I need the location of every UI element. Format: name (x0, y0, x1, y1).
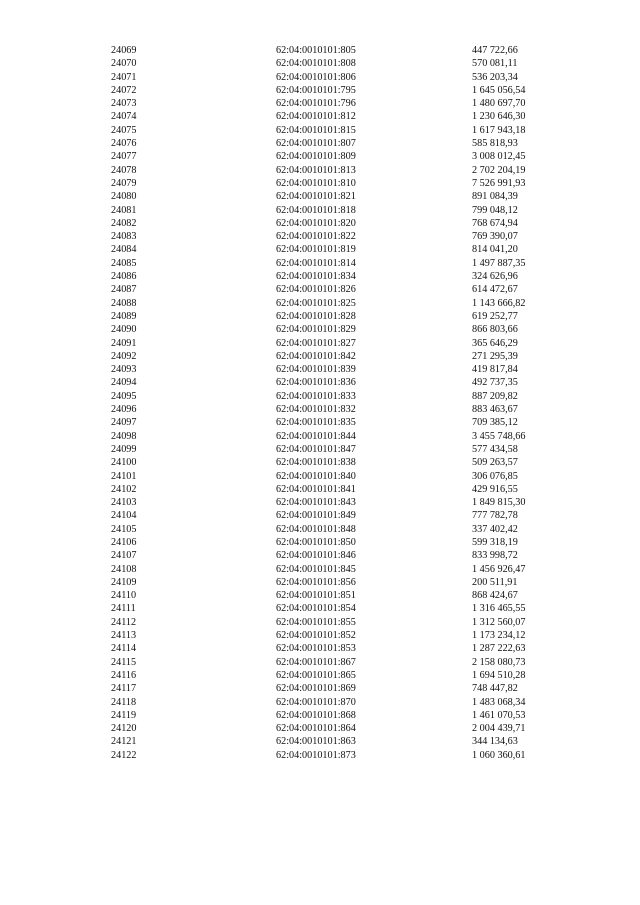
row-number: 24081 (111, 204, 137, 216)
table-row (0, 735, 640, 748)
cadastral-number: 62:04:0010101:820 (276, 217, 356, 229)
cadastral-value: 447 722,66 (472, 45, 518, 56)
cadastral-number: 62:04:0010101:821 (276, 191, 356, 203)
row-number: 24121 (111, 736, 137, 748)
cadastral-number: 62:04:0010101:806 (276, 71, 356, 83)
cadastral-value: 868 424,67 (472, 590, 518, 602)
row-number: 24093 (111, 364, 137, 376)
row-number: 24103 (111, 497, 137, 509)
table-row (0, 257, 640, 270)
cadastral-value: 429 916,55 (472, 483, 518, 495)
table-row (0, 323, 640, 336)
cadastral-number: 62:04:0010101:835 (276, 417, 356, 429)
cadastral-number: 62:04:0010101:809 (276, 151, 356, 163)
cadastral-value: 492 737,35 (472, 377, 518, 389)
cadastral-number: 62:04:0010101:813 (276, 164, 356, 176)
cadastral-number: 62:04:0010101:838 (276, 457, 356, 469)
row-number: 24105 (111, 523, 137, 535)
cadastral-number: 62:04:0010101:855 (276, 616, 356, 628)
cadastral-number: 62:04:0010101:812 (276, 111, 356, 123)
cadastral-value: 1 287 222,63 (472, 643, 526, 655)
row-number: 24113 (111, 630, 137, 642)
table-row (0, 376, 640, 389)
cadastral-number: 62:04:0010101:851 (276, 590, 356, 602)
row-number: 24104 (111, 510, 137, 522)
cadastral-number: 62:04:0010101:822 (276, 231, 356, 243)
cadastral-value: 1 694 510,28 (472, 669, 526, 681)
cadastral-value: 1 480 697,70 (472, 98, 526, 110)
cadastral-value: 1 316 465,55 (472, 603, 526, 615)
row-number: 24094 (111, 377, 137, 389)
row-number: 24117 (111, 683, 137, 695)
cadastral-number: 62:04:0010101:856 (276, 576, 356, 588)
table-row (0, 682, 640, 695)
cadastral-value: 769 390,07 (472, 231, 518, 243)
table-row (0, 350, 640, 363)
cadastral-value: 200 511,91 (472, 576, 518, 588)
table-row (0, 416, 640, 429)
row-number: 24073 (111, 98, 137, 110)
cadastral-value: 799 048,12 (472, 204, 518, 216)
cadastral-number: 62:04:0010101:867 (276, 656, 356, 668)
cadastral-number: 62:04:0010101:807 (276, 138, 356, 150)
cadastral-number: 62:04:0010101:808 (276, 58, 356, 70)
table-row (0, 563, 640, 576)
table-row (0, 44, 640, 57)
cadastral-value: 1 060 360,61 (472, 749, 526, 761)
table-row (0, 602, 640, 615)
cadastral-value: 1 312 560,07 (472, 616, 526, 628)
table-row (0, 243, 640, 256)
row-number: 24090 (111, 324, 137, 336)
table-row (0, 84, 640, 97)
cadastral-value: 536 203,34 (472, 71, 518, 83)
table-row (0, 509, 640, 522)
table-row (0, 669, 640, 682)
cadastral-value: 1 617 943,18 (472, 124, 526, 136)
cadastral-number: 62:04:0010101:836 (276, 377, 356, 389)
row-number: 24111 (111, 603, 136, 615)
table-row (0, 110, 640, 123)
cadastral-number: 62:04:0010101:829 (276, 324, 356, 336)
cadastral-number: 62:04:0010101:846 (276, 550, 356, 562)
row-number: 24091 (111, 337, 137, 349)
cadastral-number: 62:04:0010101:825 (276, 297, 356, 309)
cadastral-number: 62:04:0010101:826 (276, 284, 356, 296)
row-number: 24074 (111, 111, 137, 123)
cadastral-value: 324 626,96 (472, 271, 518, 283)
table-row (0, 310, 640, 323)
cadastral-value: 619 252,77 (472, 310, 518, 322)
row-number: 24122 (111, 749, 137, 761)
row-number: 24089 (111, 310, 137, 322)
cadastral-number: 62:04:0010101:865 (276, 669, 356, 681)
row-number: 24095 (111, 390, 137, 402)
cadastral-number: 62:04:0010101:827 (276, 337, 356, 349)
cadastral-value: 1 456 926,47 (472, 563, 526, 575)
table-row (0, 456, 640, 469)
cadastral-value: 599 318,19 (472, 536, 518, 548)
row-number: 24084 (111, 244, 137, 256)
row-number: 24070 (111, 58, 137, 70)
cadastral-number: 62:04:0010101:795 (276, 84, 356, 96)
table-row (0, 642, 640, 655)
row-number: 24108 (111, 563, 137, 575)
cadastral-value: 2 702 204,19 (472, 164, 526, 176)
cadastral-number: 62:04:0010101:868 (276, 709, 356, 721)
cadastral-number: 62:04:0010101:832 (276, 404, 356, 416)
table-row (0, 470, 640, 483)
cadastral-value: 577 434,58 (472, 443, 518, 455)
cadastral-value: 887 209,82 (472, 390, 518, 402)
cadastral-number: 62:04:0010101:844 (276, 430, 356, 442)
cadastral-value: 509 263,57 (472, 457, 518, 469)
row-number: 24087 (111, 284, 137, 296)
cadastral-value: 614 472,67 (472, 284, 518, 296)
row-number: 24097 (111, 417, 137, 429)
row-number: 24080 (111, 191, 137, 203)
cadastral-number: 62:04:0010101:854 (276, 603, 356, 615)
cadastral-value: 891 084,39 (472, 191, 518, 203)
cadastral-value: 570 081,11 (472, 58, 518, 70)
cadastral-value: 814 041,20 (472, 244, 518, 256)
row-number: 24075 (111, 124, 137, 136)
table-row (0, 337, 640, 350)
cadastral-number: 62:04:0010101:842 (276, 350, 356, 362)
cadastral-value: 1 230 646,30 (472, 111, 526, 123)
cadastral-number: 62:04:0010101:818 (276, 204, 356, 216)
table-row (0, 190, 640, 203)
cadastral-number: 62:04:0010101:834 (276, 271, 356, 283)
table-row (0, 97, 640, 110)
cadastral-number: 62:04:0010101:796 (276, 98, 356, 110)
row-number: 24115 (111, 656, 137, 668)
table-row (0, 536, 640, 549)
cadastral-value: 709 385,12 (472, 417, 518, 429)
cadastral-value: 768 674,94 (472, 217, 518, 229)
table-row (0, 722, 640, 735)
table-row (0, 749, 640, 762)
cadastral-value: 7 526 991,93 (472, 177, 526, 189)
row-number: 24100 (111, 457, 137, 469)
table-row (0, 629, 640, 642)
table-row (0, 71, 640, 84)
cadastral-value: 337 402,42 (472, 523, 518, 535)
cadastral-value: 419 817,84 (472, 364, 518, 376)
row-number: 24076 (111, 138, 137, 150)
cadastral-value: 271 295,39 (472, 350, 518, 362)
cadastral-number: 62:04:0010101:814 (276, 257, 356, 269)
row-number: 24086 (111, 271, 137, 283)
row-number: 24102 (111, 483, 137, 495)
cadastral-number: 62:04:0010101:805 (276, 45, 356, 56)
cadastral-number: 62:04:0010101:853 (276, 643, 356, 655)
cadastral-number: 62:04:0010101:810 (276, 177, 356, 189)
table-row (0, 164, 640, 177)
table-row (0, 656, 640, 669)
cadastral-value: 777 782,78 (472, 510, 518, 522)
cadastral-value: 833 998,72 (472, 550, 518, 562)
table-row (0, 443, 640, 456)
cadastral-number: 62:04:0010101:828 (276, 310, 356, 322)
row-number: 24079 (111, 177, 137, 189)
table-row (0, 57, 640, 70)
cadastral-value: 1 497 887,35 (472, 257, 526, 269)
cadastral-number: 62:04:0010101:849 (276, 510, 356, 522)
table-row (0, 496, 640, 509)
row-number: 24119 (111, 709, 137, 721)
row-number: 24092 (111, 350, 137, 362)
row-number: 24116 (111, 669, 137, 681)
table-row (0, 230, 640, 243)
cadastral-value: 1 143 666,82 (472, 297, 526, 309)
row-number: 24114 (111, 643, 137, 655)
table-row (0, 483, 640, 496)
cadastral-number: 62:04:0010101:850 (276, 536, 356, 548)
row-number: 24110 (111, 590, 137, 602)
cadastral-number: 62:04:0010101:815 (276, 124, 356, 136)
cadastral-number: 62:04:0010101:839 (276, 364, 356, 376)
table-row (0, 150, 640, 163)
cadastral-value: 3 455 748,66 (472, 430, 526, 442)
cadastral-value: 2 004 439,71 (472, 723, 526, 735)
cadastral-number: 62:04:0010101:841 (276, 483, 356, 495)
row-number: 24107 (111, 550, 137, 562)
row-number: 24077 (111, 151, 137, 163)
table-row (0, 403, 640, 416)
cadastral-value: 1 849 815,30 (472, 497, 526, 509)
table-row (0, 430, 640, 443)
row-number: 24078 (111, 164, 137, 176)
row-number: 24071 (111, 71, 137, 83)
table-row (0, 217, 640, 230)
data-table (0, 44, 640, 762)
table-row (0, 576, 640, 589)
row-number: 24101 (111, 470, 137, 482)
row-number: 24106 (111, 536, 137, 548)
cadastral-number: 62:04:0010101:852 (276, 630, 356, 642)
cadastral-value: 866 803,66 (472, 324, 518, 336)
cadastral-number: 62:04:0010101:864 (276, 723, 356, 735)
row-number: 24098 (111, 430, 137, 442)
cadastral-value: 1 173 234,12 (472, 630, 526, 642)
cadastral-value: 585 818,93 (472, 138, 518, 150)
table-row (0, 549, 640, 562)
cadastral-value: 1 483 068,34 (472, 696, 526, 708)
cadastral-number: 62:04:0010101:845 (276, 563, 356, 575)
table-row (0, 124, 640, 137)
table-row (0, 589, 640, 602)
cadastral-number: 62:04:0010101:848 (276, 523, 356, 535)
cadastral-number: 62:04:0010101:840 (276, 470, 356, 482)
table-row (0, 616, 640, 629)
table-row (0, 137, 640, 150)
row-number: 24120 (111, 723, 137, 735)
row-number: 24069 (111, 45, 137, 56)
row-number: 24083 (111, 231, 137, 243)
cadastral-number: 62:04:0010101:863 (276, 736, 356, 748)
row-number: 24085 (111, 257, 137, 269)
cadastral-value: 306 076,85 (472, 470, 518, 482)
row-number: 24118 (111, 696, 137, 708)
table-row (0, 204, 640, 217)
row-number: 24072 (111, 84, 137, 96)
cadastral-number: 62:04:0010101:873 (276, 749, 356, 761)
table-row (0, 283, 640, 296)
row-number: 24109 (111, 576, 137, 588)
table-row (0, 696, 640, 709)
cadastral-number: 62:04:0010101:833 (276, 390, 356, 402)
cadastral-number: 62:04:0010101:847 (276, 443, 356, 455)
table-row (0, 709, 640, 722)
table-row (0, 177, 640, 190)
row-number: 24088 (111, 297, 137, 309)
cadastral-value: 3 008 012,45 (472, 151, 526, 163)
table-row (0, 297, 640, 310)
row-number: 24112 (111, 616, 137, 628)
cadastral-number: 62:04:0010101:869 (276, 683, 356, 695)
cadastral-value: 365 646,29 (472, 337, 518, 349)
cadastral-number: 62:04:0010101:870 (276, 696, 356, 708)
cadastral-value: 344 134,63 (472, 736, 518, 748)
cadastral-value: 1 645 056,54 (472, 84, 526, 96)
table-row (0, 270, 640, 283)
table-row (0, 523, 640, 536)
cadastral-value: 748 447,82 (472, 683, 518, 695)
cadastral-value: 1 461 070,53 (472, 709, 526, 721)
cadastral-value: 2 158 080,73 (472, 656, 526, 668)
cadastral-number: 62:04:0010101:843 (276, 497, 356, 509)
row-number: 24096 (111, 404, 137, 416)
row-number: 24099 (111, 443, 137, 455)
row-number: 24082 (111, 217, 137, 229)
cadastral-value: 883 463,67 (472, 404, 518, 416)
table-row (0, 390, 640, 403)
table-row (0, 363, 640, 376)
cadastral-number: 62:04:0010101:819 (276, 244, 356, 256)
